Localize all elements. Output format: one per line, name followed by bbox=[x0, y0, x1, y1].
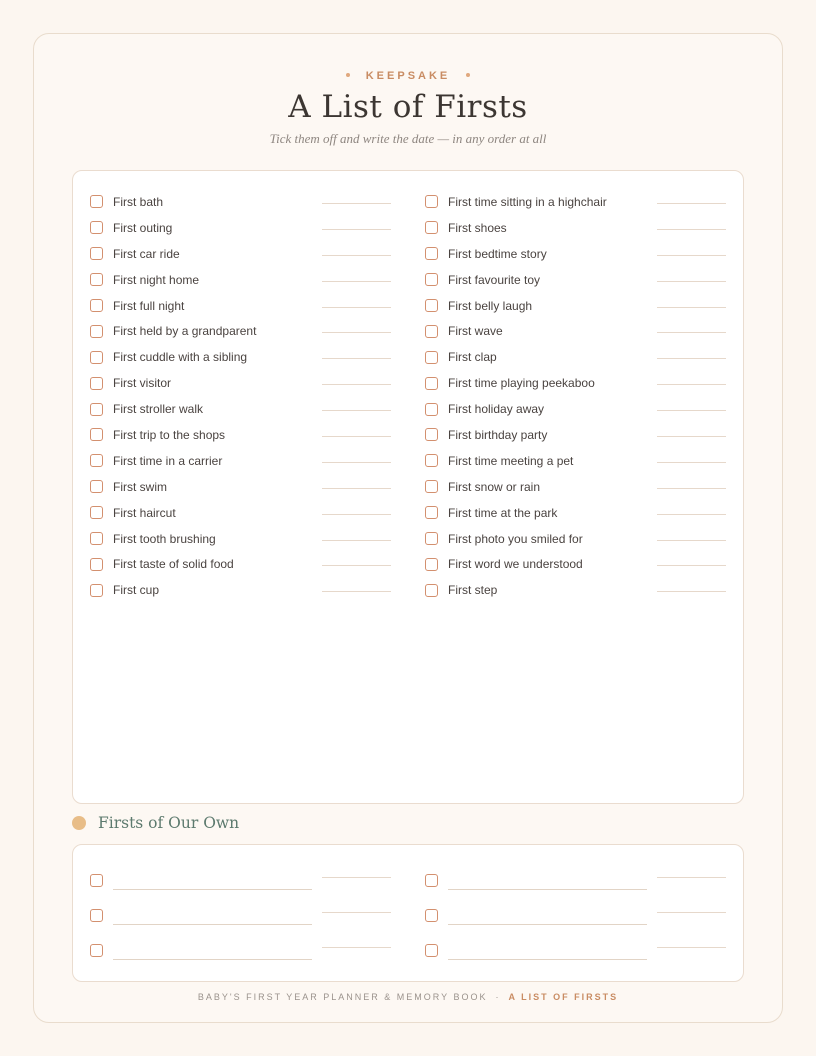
own-first-row bbox=[90, 898, 407, 933]
footer-page-name: A LIST OF FIRSTS bbox=[508, 992, 619, 1002]
checklist-item-label: First clap bbox=[448, 350, 497, 365]
page-subtitle: Tick them off and write the date — in any order at all bbox=[269, 131, 547, 146]
checkbox[interactable] bbox=[425, 299, 438, 312]
checklist-column-left bbox=[90, 189, 407, 603]
page-title: A List of Firsts bbox=[288, 89, 528, 125]
checkbox[interactable] bbox=[90, 909, 103, 922]
checkbox[interactable] bbox=[90, 944, 103, 957]
checklist-item bbox=[425, 500, 742, 526]
checklist-item bbox=[90, 215, 407, 241]
checklist-item-label: First night home bbox=[113, 272, 200, 287]
checklist-item bbox=[90, 189, 407, 215]
checklist-item-label: First outing bbox=[113, 220, 173, 235]
date-line[interactable] bbox=[657, 307, 726, 308]
date-line[interactable] bbox=[322, 488, 391, 489]
checklist-item-label: First visitor bbox=[113, 376, 171, 391]
date-line[interactable] bbox=[657, 877, 726, 878]
checklist-item bbox=[425, 551, 742, 577]
checklist-item-label: First tooth brushing bbox=[113, 531, 216, 546]
checklist-item-label: First haircut bbox=[113, 505, 176, 520]
date-line[interactable] bbox=[322, 877, 391, 878]
checklist-item-label: First photo you smiled for bbox=[448, 531, 583, 546]
checklist-column-right bbox=[425, 189, 742, 603]
checklist-item bbox=[425, 422, 742, 448]
checklist-item-label: First time meeting a pet bbox=[448, 453, 574, 468]
checklist-item-label: First bedtime story bbox=[448, 246, 547, 261]
checkbox[interactable] bbox=[425, 944, 438, 957]
date-line[interactable] bbox=[322, 540, 391, 541]
own-firsts-column-right bbox=[425, 863, 742, 968]
date-line[interactable] bbox=[657, 436, 726, 437]
checkbox[interactable] bbox=[425, 351, 438, 364]
date-line[interactable] bbox=[322, 912, 391, 913]
checkbox[interactable] bbox=[425, 909, 438, 922]
date-line[interactable] bbox=[322, 307, 391, 308]
checklist-item-label: First favourite toy bbox=[448, 272, 541, 287]
checklist-item bbox=[90, 318, 407, 344]
date-line[interactable] bbox=[322, 203, 391, 204]
own-first-row bbox=[90, 933, 407, 968]
date-line[interactable] bbox=[322, 255, 391, 256]
checkbox[interactable] bbox=[90, 506, 103, 519]
checkbox[interactable] bbox=[425, 247, 438, 260]
checkbox[interactable] bbox=[425, 874, 438, 887]
date-line[interactable] bbox=[657, 281, 726, 282]
heading-bullet-icon bbox=[72, 816, 86, 830]
checklist-item-label: First snow or rain bbox=[448, 479, 541, 494]
date-line[interactable] bbox=[657, 358, 726, 359]
checklist-item bbox=[425, 577, 742, 603]
firsts-checklist-card bbox=[72, 170, 744, 804]
date-line[interactable] bbox=[322, 332, 391, 333]
checklist-item bbox=[90, 241, 407, 267]
own-firsts-heading bbox=[72, 814, 239, 832]
checkbox[interactable] bbox=[425, 558, 438, 571]
checklist-item bbox=[90, 267, 407, 293]
page-footer bbox=[0, 992, 816, 1002]
checkbox[interactable] bbox=[90, 403, 103, 416]
own-first-row bbox=[425, 933, 742, 968]
date-line[interactable] bbox=[657, 947, 726, 948]
date-line[interactable] bbox=[657, 384, 726, 385]
date-line[interactable] bbox=[657, 540, 726, 541]
write-in-line[interactable] bbox=[448, 959, 647, 960]
own-first-row bbox=[425, 898, 742, 933]
checkbox[interactable] bbox=[90, 558, 103, 571]
checklist-item bbox=[425, 474, 742, 500]
checklist-item bbox=[90, 448, 407, 474]
checkbox[interactable] bbox=[90, 247, 103, 260]
date-line[interactable] bbox=[657, 462, 726, 463]
checklist-item-label: First full night bbox=[113, 298, 185, 313]
date-line[interactable] bbox=[322, 462, 391, 463]
date-line[interactable] bbox=[322, 384, 391, 385]
checkbox[interactable] bbox=[425, 377, 438, 390]
date-line[interactable] bbox=[657, 229, 726, 230]
write-in-line[interactable] bbox=[448, 889, 647, 890]
checklist-item bbox=[425, 215, 742, 241]
checklist-item-label: First bath bbox=[113, 194, 164, 209]
checkbox[interactable] bbox=[90, 195, 103, 208]
checklist-item-label: First time at the park bbox=[448, 505, 558, 520]
checklist-item bbox=[425, 344, 742, 370]
date-line[interactable] bbox=[657, 332, 726, 333]
checklist-item bbox=[425, 293, 742, 319]
checkbox[interactable] bbox=[90, 532, 103, 545]
checklist-item-label: First held by a grandparent bbox=[113, 324, 257, 339]
checkbox[interactable] bbox=[425, 454, 438, 467]
checklist-item bbox=[425, 241, 742, 267]
own-first-row bbox=[90, 863, 407, 898]
checklist-item bbox=[425, 189, 742, 215]
checkbox[interactable] bbox=[425, 325, 438, 338]
date-line[interactable] bbox=[322, 436, 391, 437]
checkbox[interactable] bbox=[425, 403, 438, 416]
checklist-item bbox=[425, 396, 742, 422]
checkbox[interactable] bbox=[425, 428, 438, 441]
checklist-item bbox=[90, 577, 407, 603]
checklist-item-label: First wave bbox=[448, 324, 503, 339]
own-firsts-column-left bbox=[90, 863, 407, 968]
checkbox[interactable] bbox=[90, 351, 103, 364]
checklist-item bbox=[90, 474, 407, 500]
date-line[interactable] bbox=[657, 255, 726, 256]
checklist-item-label: First holiday away bbox=[448, 402, 545, 417]
date-line[interactable] bbox=[657, 410, 726, 411]
checklist-item-label: First belly laugh bbox=[448, 298, 533, 313]
own-firsts-heading-text: Firsts of Our Own bbox=[98, 814, 240, 832]
checkbox[interactable] bbox=[425, 221, 438, 234]
date-line[interactable] bbox=[657, 203, 726, 204]
date-line[interactable] bbox=[322, 591, 391, 592]
date-line[interactable] bbox=[657, 488, 726, 489]
checklist-item bbox=[425, 318, 742, 344]
checklist-item-label: First time in a carrier bbox=[113, 453, 223, 468]
checklist-item bbox=[90, 344, 407, 370]
date-line[interactable] bbox=[322, 229, 391, 230]
checklist-item-label: First car ride bbox=[113, 246, 180, 261]
checklist-item bbox=[425, 448, 742, 474]
checklist-item-label: First cup bbox=[113, 583, 160, 598]
own-first-row bbox=[425, 863, 742, 898]
checkbox[interactable] bbox=[90, 377, 103, 390]
date-line[interactable] bbox=[322, 947, 391, 948]
checklist-item-label: First time sitting in a highchair bbox=[448, 194, 607, 209]
checkbox[interactable] bbox=[425, 584, 438, 597]
checkbox[interactable] bbox=[90, 874, 103, 887]
checklist-item-label: First step bbox=[448, 583, 498, 598]
checkbox[interactable] bbox=[90, 584, 103, 597]
checklist-item-label: First taste of solid food bbox=[113, 557, 234, 572]
date-line[interactable] bbox=[657, 591, 726, 592]
checkbox[interactable] bbox=[90, 325, 103, 338]
checklist-item-label: First word we understood bbox=[448, 557, 583, 572]
write-in-line[interactable] bbox=[113, 959, 312, 960]
checkbox[interactable] bbox=[90, 480, 103, 493]
date-line[interactable] bbox=[322, 358, 391, 359]
eyebrow-dot-right bbox=[466, 73, 470, 77]
date-line[interactable] bbox=[322, 565, 391, 566]
date-line[interactable] bbox=[322, 514, 391, 515]
date-line[interactable] bbox=[322, 410, 391, 411]
write-in-line[interactable] bbox=[448, 924, 647, 925]
checklist-item bbox=[425, 526, 742, 552]
checklist-item bbox=[90, 526, 407, 552]
eyebrow-dot-left bbox=[346, 73, 350, 77]
checklist-item bbox=[90, 422, 407, 448]
footer-separator: · bbox=[495, 992, 501, 1002]
checklist-item bbox=[90, 293, 407, 319]
write-in-line[interactable] bbox=[113, 889, 312, 890]
checkbox[interactable] bbox=[425, 506, 438, 519]
checkbox[interactable] bbox=[90, 428, 103, 441]
eyebrow bbox=[0, 70, 816, 82]
eyebrow-label: KEEPSAKE bbox=[365, 70, 451, 82]
checklist-item bbox=[425, 370, 742, 396]
date-line[interactable] bbox=[657, 912, 726, 913]
checklist-item-label: First trip to the shops bbox=[113, 427, 226, 442]
checkbox[interactable] bbox=[90, 454, 103, 467]
checkbox[interactable] bbox=[90, 221, 103, 234]
checklist-item bbox=[90, 500, 407, 526]
checklist-item-label: First time playing peekaboo bbox=[448, 376, 595, 391]
checklist-item bbox=[425, 267, 742, 293]
checkbox[interactable] bbox=[425, 195, 438, 208]
checkbox[interactable] bbox=[425, 273, 438, 286]
checkbox[interactable] bbox=[425, 532, 438, 545]
checklist-item-label: First shoes bbox=[448, 220, 507, 235]
checklist-item bbox=[90, 396, 407, 422]
checklist-item bbox=[90, 551, 407, 577]
date-line[interactable] bbox=[657, 514, 726, 515]
checkbox[interactable] bbox=[90, 299, 103, 312]
footer-book-title: BABY'S FIRST YEAR PLANNER & MEMORY BOOK bbox=[197, 992, 488, 1002]
checklist-item-label: First cuddle with a sibling bbox=[113, 350, 248, 365]
own-firsts-card bbox=[72, 844, 744, 982]
checklist-item-label: First swim bbox=[113, 479, 167, 494]
write-in-line[interactable] bbox=[113, 924, 312, 925]
date-line[interactable] bbox=[657, 565, 726, 566]
checklist-item-label: First birthday party bbox=[448, 427, 548, 442]
checklist-item-label: First stroller walk bbox=[113, 402, 204, 417]
checkbox[interactable] bbox=[425, 480, 438, 493]
date-line[interactable] bbox=[322, 281, 391, 282]
checkbox[interactable] bbox=[90, 273, 103, 286]
checklist-item bbox=[90, 370, 407, 396]
